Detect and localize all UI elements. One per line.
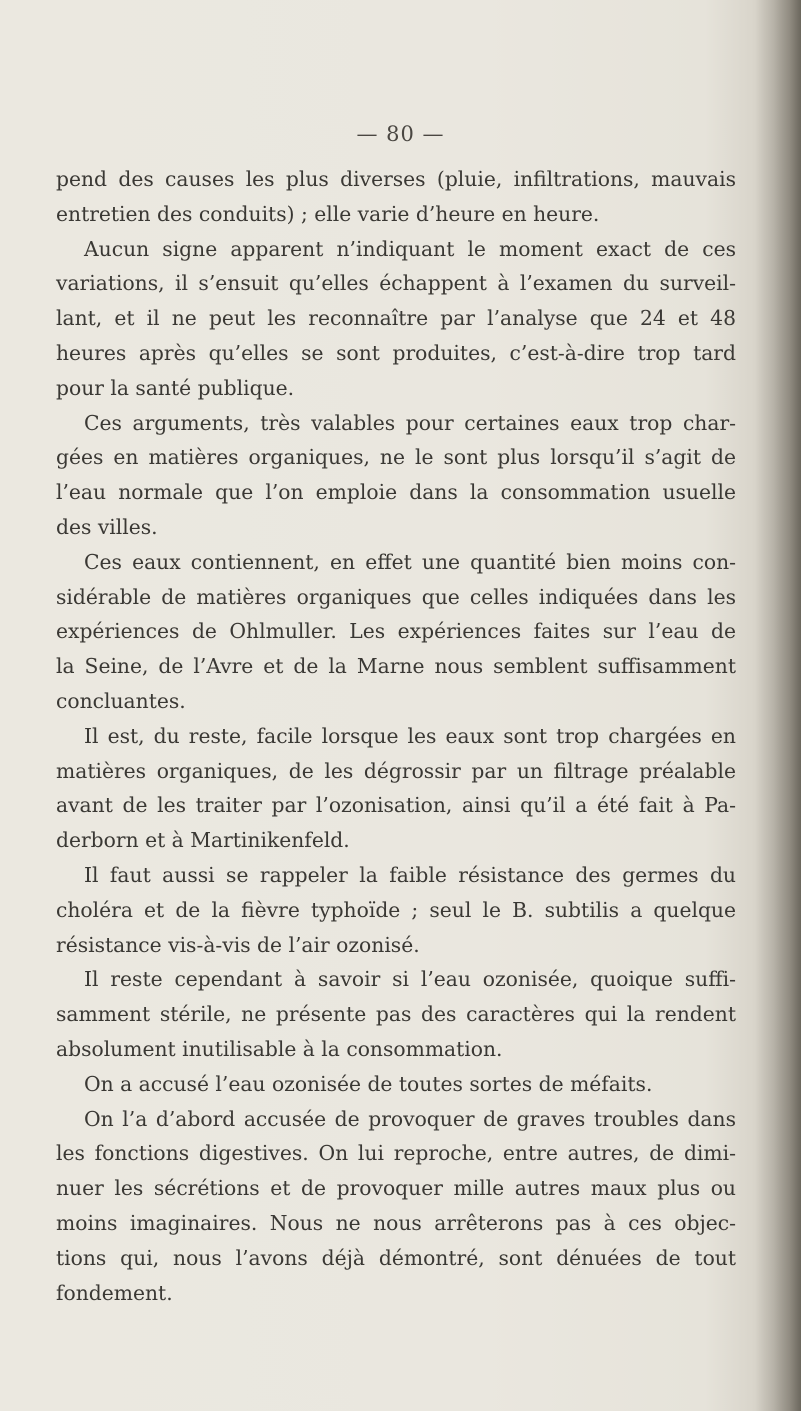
text-line: derborn et à Martinikenfeld. [56,828,350,853]
text-line: la Seine, de l’Avre et de la Marne nous semblent suffisamment [56,654,736,679]
text-line: Il est, du reste, facile lorsque les eaux sont trop chargées en [84,723,736,748]
page-number: — 80 — [356,122,445,146]
text-line: tions qui, nous l’avons déjà démontré, sont dénuées de tout [56,1245,736,1270]
text-line: résistance vis-à-vis de l’air ozonisé. [56,932,420,957]
text-line: choléra et de la fièvre typhoïde ; seul le B. subtilis a quelque [56,897,736,922]
text-line: des villes. [56,514,158,539]
text-line: Ces arguments, très valables pour certaines eaux trop char- [84,410,736,435]
text-line: variations, il s’ensuit qu’elles échappent à l’examen du surveil- [56,271,736,296]
text-line: concluantes. [56,688,186,713]
text-line: avant de les traiter par l’ozonisation, ainsi qu’il a été fait à Pa- [56,793,736,818]
text-line: fondement. [56,1280,173,1305]
text-line: l’eau normale que l’on emploie dans la consommation usuelle [56,480,736,505]
page-binding-edge [755,0,801,1411]
text-line: Ces eaux contiennent, en effet une quantité bien moins con- [84,549,736,574]
text-line: gées en matières organiques, ne le sont plus lorsqu’il s’agit de [56,445,736,470]
text-line: nuer les sécrétions et de provoquer mille autres maux plus ou [56,1176,736,1201]
text-line: moins imaginaires. Nous ne nous arrêterons pas à ces objec- [56,1210,736,1235]
text-line: heures après qu’elles se sont produites, c’est-à-dire trop tard [56,340,736,365]
text-line: Il faut aussi se rappeler la faible résistance des germes du [84,862,736,887]
text-line: pour la santé publique. [56,375,295,400]
text-line: pend des causes les plus diverses (pluie, infiltrations, mauvais [56,167,736,191]
text-line: Il reste cependant à savoir si l’eau ozonisée, quoique suffi- [84,967,736,992]
text-line: absolument inutilisable à la consommation. [56,1036,503,1061]
text-line: samment stérile, ne présente pas des caractères qui la rendent [56,1002,736,1027]
text-line: les fonctions digestives. On lui reproche, entre autres, de dimi- [56,1141,736,1166]
text-line: expériences de Ohlmuller. Les expériences faites sur l’eau de [56,619,736,644]
text-line: On a accusé l’eau ozonisée de toutes sortes de méfaits. [84,1071,653,1096]
text-line: entretien des conduits) ; elle varie d’heure en heure. [56,201,600,226]
text-line: On l’a d’abord accusée de provoquer de graves troubles dans [84,1106,736,1131]
text-line: lant, et il ne peut les reconnaître par l’analyse que 24 et 48 [56,306,736,331]
body-text [56,162,736,1310]
text-line: Aucun signe apparent n’indiquant le moment exact de ces [84,236,736,261]
text-line: matières organiques, de les dégrossir par un filtrage préalable [56,758,736,783]
text-line: sidérable de matières organiques que celles indiquées dans les [56,584,736,609]
